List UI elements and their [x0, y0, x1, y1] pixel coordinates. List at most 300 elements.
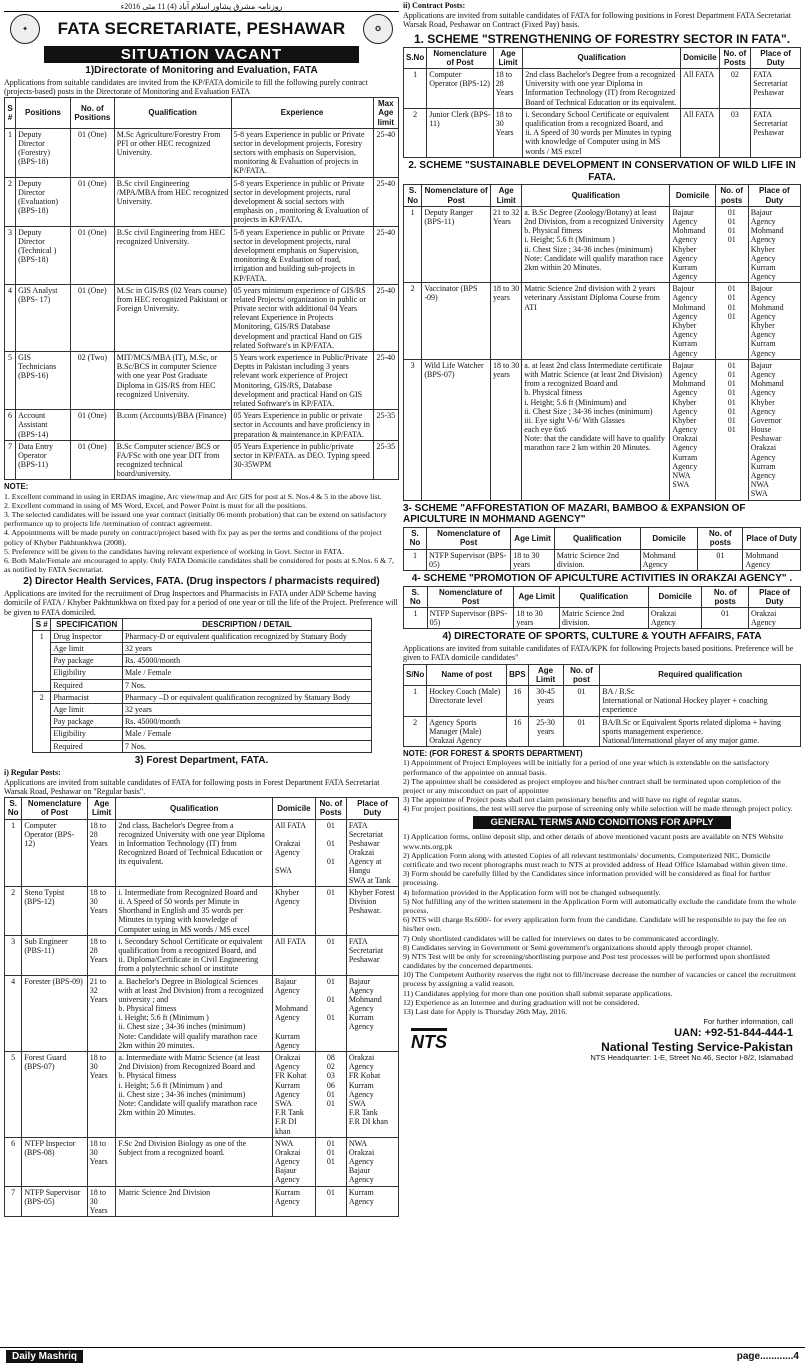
table-cell: 01 01 01 01	[715, 206, 748, 283]
table-cell: NWA Orakzai Agency Bajaur Agency	[346, 1137, 398, 1186]
table-cell: 01	[702, 608, 749, 629]
table-cell: B.Sc civil Engineering from HEC recognized University.	[114, 226, 231, 284]
column-header: Domicile	[648, 586, 701, 607]
column-header: Nomenclature of Post	[427, 586, 514, 607]
list-item: 6. Both Male/Female are encouraged to apply. Only FATA Domicile candidates shall be considered for posts at S.Nos. 6 & 7, as notified by FATA Secretariat.	[4, 555, 394, 575]
sec1-heading: 1)Directorate of Monitoring and Evaluation, FATA	[85, 65, 318, 76]
column-header: S. No	[404, 528, 427, 549]
table-cell: Drug Inspector	[51, 630, 123, 642]
column-header: Age Limit	[511, 528, 555, 549]
table-cell: a. B.Sc Degree (Zoology/Botany) at least 2nd Division, from a recognized University b. Physical fitness i. Height; 5.6 ft (Minimum ) ii. Chest Size ; 34-36 inches (minimum) Note: Candidate will qualify marathon race 2km within 20 Minutes.	[522, 206, 670, 283]
column-header: Place of Duty	[751, 47, 801, 68]
table-cell: All FATA	[273, 935, 316, 975]
table-cell: 01 01 01	[315, 819, 346, 886]
sec2-table	[32, 618, 372, 753]
list-item: 13) Last date for Apply is Thursday 26th May, 2016.	[403, 1007, 568, 1016]
table-cell: Orakzai Agency	[749, 608, 801, 629]
column-header: Nomenclature of Post	[427, 47, 494, 68]
column-header: No. of Posts	[315, 798, 346, 819]
column-header: No. of Positions	[70, 98, 114, 129]
table-cell: NTFP Supervisor (BPS-05)	[22, 1186, 87, 1217]
column-header: Positions	[16, 98, 71, 129]
column-header: Qualification	[116, 798, 273, 819]
table-row	[5, 284, 399, 351]
list-item: 9) NTS Test will be only for screening/shortlisting purpose and Post test processes will be performed upon shortlisted candidates by the concerned departments.	[403, 951, 770, 971]
table-cell: Bajaur Agency Mohmand Agency Khyber Agency Khyber Agency Orakzai Agency Kurram Agency NWA SWA	[670, 359, 715, 500]
list-item: 3) The appointee of Project posts shall not claim pensionary benefits and will have no right of regular status.	[403, 795, 742, 805]
scheme1-heading: 1. SCHEME "STRENGTHENING OF FORESTRY SECTOR IN FATA".	[413, 31, 791, 46]
nts-uan: UAN: +92-51-844-444-1	[674, 1027, 793, 1040]
table-cell: Computer Operator (BPS-12)	[22, 819, 87, 886]
right-column	[403, 0, 801, 1063]
table-cell: 01 (One)	[70, 410, 114, 441]
column-header: Place of Duty	[748, 185, 800, 206]
table-cell: 01 01 01 01	[715, 283, 748, 360]
table-cell: Required	[51, 679, 123, 691]
column-header: Qualification	[523, 47, 681, 68]
column-header: Qualification	[559, 586, 648, 607]
table-cell: 1	[33, 630, 51, 691]
column-header: Nomenclature of Post	[422, 185, 491, 206]
table-cell: 18 to 30 years	[514, 608, 559, 629]
table-cell: 25-40	[373, 226, 398, 284]
column-header: Place of Duty	[749, 586, 801, 607]
table-cell: Male / Female	[122, 667, 371, 679]
table-cell: 01 (One)	[70, 128, 114, 177]
nts-logo: NTS	[411, 1028, 447, 1053]
list-item: 4) For project positions, the test will serve the purpose of screening only while selection will be made through project policy.	[403, 804, 793, 814]
sec4-table	[403, 664, 801, 748]
table-cell: 1	[404, 206, 422, 283]
column-header: DESCRIPTION / DETAIL	[122, 618, 371, 630]
table-cell: NTFP Supervisor (BPS-05)	[426, 549, 510, 570]
top-strip: روزنامہ مشرق پشاور اسلام آباد (4) 11 مئی 2016ء	[4, 0, 399, 12]
list-item: 2. Excellent command in using of MS Word, Excel, and Power Point is must for all the positions.	[4, 500, 308, 510]
column-header: No. of posts	[702, 586, 749, 607]
table-cell: M.Sc in GIS/RS (02 Years course) from HEC recognized Pakistani or Foreign University.	[114, 284, 231, 351]
table-cell: 18 to 28 Years	[87, 819, 116, 886]
column-header: Age Limit	[493, 47, 522, 68]
table-row	[404, 69, 801, 109]
list-item: 5) Not fulfilling any of the written statement in the Application Form will automatically exclude the candidate from the whole process.	[403, 896, 796, 915]
list-item: 3. The selected candidates will be issued one year contract (initially 06 month probation) that can be extend on satisfactory performance up to projects life /termination of contract agreement.	[4, 510, 388, 529]
table-row	[5, 440, 399, 480]
table-cell: 1	[5, 819, 22, 886]
column-header: Place of Duty	[743, 528, 801, 549]
table-cell: 5-8 years Experience in public or Private sector in development projects, rural development & social sectors with emphasis on , monitoring & Evaluation of projects in KP/FATA.	[231, 177, 373, 226]
scheme2-heading: 2. SCHEME "SUSTAINABLE DEVELOPMENT IN CONSERVATION OF WILD LIFE IN FATA.	[408, 159, 796, 183]
table-cell: Eligibility	[51, 728, 123, 740]
table-cell: 6	[5, 1137, 22, 1186]
table-row	[5, 1186, 399, 1217]
column-header: Domicile	[681, 47, 719, 68]
table-cell: Kurram Agency	[346, 1186, 398, 1217]
paper-name: Daily Mashriq	[6, 1350, 83, 1364]
table-cell: 18 to 30 years	[490, 359, 521, 500]
sec1-table	[4, 97, 399, 480]
table-cell: MIT/MCS/MBA (IT), M.Sc, or B.Sc/BCS in computer Science with one year Post Graduate Diploma in GIS/RS from HEC recognized University.	[114, 352, 231, 410]
column-header: S. No	[404, 586, 428, 607]
scheme1-table	[403, 47, 801, 158]
table-row	[5, 975, 399, 1052]
table-cell: 5	[5, 352, 16, 410]
table-cell: B.Sc Computer science/ BCS or FA/FSc with one year DIT from recognized technical board/university.	[114, 440, 231, 480]
table-cell: 01 01 01	[315, 1137, 346, 1186]
table-cell: 25-35	[373, 440, 398, 480]
table-cell: 01	[698, 549, 743, 570]
sec3-intro: Applications are invited from suitable candidates of FATA for following posts in Forest Department FATA Secretariat Warsak Road, Peshawar on "Regular basis".	[4, 777, 380, 796]
table-cell: 01 01 01	[315, 975, 346, 1052]
table-row	[5, 128, 399, 177]
table-cell: Orakzai Agency FR Kohat Kurram Agency SWA F.R Tank F.R DI khan	[346, 1052, 398, 1138]
table-cell: 2	[33, 691, 51, 752]
terms	[403, 832, 801, 1016]
table-cell: F.Sc 2nd Division Biology as one of the Subject from a recognized board.	[116, 1137, 273, 1186]
column-header: Max Age limit	[373, 98, 398, 129]
column-header: Domicile	[640, 528, 698, 549]
table-cell: Bajaur Agency Mohmand Agency Khyber Agency Kurram Agency	[748, 206, 800, 283]
column-header: S/No	[404, 664, 427, 685]
notes1	[4, 482, 399, 574]
table-cell: Rs. 45000/month	[122, 655, 371, 667]
left-column	[4, 0, 399, 1217]
column-header: No. of posts	[715, 185, 748, 206]
scheme3-table	[403, 527, 801, 571]
table-cell: 3	[5, 226, 16, 284]
table-row	[404, 359, 801, 500]
column-header: Qualification	[554, 528, 640, 549]
table-cell: B.Sc civil Engineering /MPA/MBA from HEC recognized University.	[114, 177, 231, 226]
table-cell: Deputy Director (Evaluation) (BPS-18)	[16, 177, 71, 226]
table-cell: 18 to 30 Years	[493, 108, 522, 157]
table-cell: 5-8 years Experience in public or Private sector in development projects, Forestry sectors with emphasis on Supervision, monitoring & Evaluation of projects in KP/FATA.	[231, 128, 373, 177]
table-cell: a. Bachelor's Degree in Biological Sciences with at least 2nd Division) from a recognized university ; and b. Physical fitness i. Height; 5.6 ft (Minimum ) ii. Chest size ; 34-36 inches (minimum) Note: Candidate will qualify marathon race 2km within 20 minutes.	[116, 975, 273, 1052]
list-item: 3) Form should be carefully filled by the Candidates since information provided will be considered as final for further processing.	[403, 869, 771, 888]
table-row	[5, 177, 399, 226]
scheme4-heading: 4- SCHEME "PROMOTION OF APICULTURE ACTIVITIES IN ORAKZAI AGENCY" .	[411, 572, 793, 584]
table-cell: 01	[563, 716, 600, 747]
table-cell: 25-30 years	[528, 716, 563, 747]
table-cell: 5-8 years Experience in public or Private sector in development projects, rural development emphasis on Supervision, monitoring & Evaluation of road, irrigation and building sub-projects in KP/FATA.	[231, 226, 373, 284]
list-item: 11) Candidates applying for more than one position shall submit separate applications.	[403, 988, 673, 998]
notes2	[403, 749, 801, 813]
table-cell: 1	[404, 686, 427, 717]
table-cell: 2	[404, 716, 427, 747]
sec3-sub: i) Regular Posts:	[4, 767, 61, 777]
column-header: No. of posts	[698, 528, 743, 549]
table-cell: Bajour Agency Mohmand Agency Khyber Agency Kurram Agency	[748, 283, 800, 360]
table-cell: Required	[51, 740, 123, 752]
table-row	[33, 716, 372, 728]
table-row	[33, 630, 372, 642]
table-row	[33, 667, 372, 679]
column-header: S. No	[404, 185, 422, 206]
table-row	[404, 206, 801, 283]
column-header: Nomenclature of Post	[426, 528, 510, 549]
page-title: FATA SECRETARIATE, PESHAWAR	[57, 18, 346, 38]
table-row	[404, 608, 801, 629]
emblem-icon: ✪	[363, 14, 393, 44]
table-cell: BA/B.Sc or Equivalent Sports related diploma + having sports management experience. National/International player of any major game.	[600, 716, 801, 747]
column-header: Name of post	[427, 664, 507, 685]
table-cell: Steno Typist (BPS-12)	[22, 886, 87, 935]
table-cell: a. at least 2nd class Intermediate certificate with Matric Science (at least 2nd Division) from a recognized Board and b. Physical fitness i. Height; 5.6 ft (Minimum) and ii. Chest Size ; 34-36 inches (minimum) iii. Eye sight V-6/ With Glasses each eye 6x6 Note: that the candidate will have to qualify marathon race 2 km within 20 Minutes.	[522, 359, 670, 500]
table-cell: Forest Guard (BPS-07)	[22, 1052, 87, 1138]
table-cell: 03	[719, 108, 751, 157]
table-cell: Khyber Forest Division Peshawar.	[346, 886, 398, 935]
column-header: Age Limit	[528, 664, 563, 685]
table-cell: Matric Science 2nd division.	[559, 608, 648, 629]
column-header: No. of Posts	[719, 47, 751, 68]
table-cell: 18 to 30 years	[490, 283, 521, 360]
table-cell: Eligibility	[51, 667, 123, 679]
table-row	[33, 679, 372, 691]
table-cell: Pay package	[51, 655, 123, 667]
table-cell: B.com (Accounts)/BBA (Finance)	[114, 410, 231, 441]
table-cell: 18 to 30 Years	[87, 886, 116, 935]
table-cell: 1	[404, 608, 428, 629]
table-cell: 5	[5, 1052, 22, 1138]
column-header: Age Limit	[514, 586, 559, 607]
table-cell: Deputy Director (Technical ) (BPS-18)	[16, 226, 71, 284]
table-cell: Pharmacy –D or equivalent qualification recognized by Statuary Body	[122, 691, 371, 703]
sec3-table	[4, 797, 399, 1217]
table-cell: Bajaur Agency Mohmand Agency Kurram Agency	[346, 975, 398, 1052]
table-cell: Data Entry Operator (BPS-11)	[16, 440, 71, 480]
table-cell: All FATA Orakzai Agency SWA	[273, 819, 316, 886]
table-cell: All FATA	[681, 69, 719, 109]
table-cell: FATA Secretariat Peshawar	[751, 108, 801, 157]
column-header: Qualification	[522, 185, 670, 206]
table-cell: 4	[5, 284, 16, 351]
table-cell: Matric Science 2nd division with 2 years veterinary Assistant Diploma Course from ATI	[522, 283, 670, 360]
table-cell: 5 Years work experience in Public/Private Deptts in Pakistan including 3 years relevant work experience of Project Monitoring, GIS/RS, Database development and practical Hand on GIS related Software's in KP/FATA.	[231, 352, 373, 410]
table-cell: a. Intermediate with Matric Science (at least 2nd Division) from Recognized Board and b. Physical fitness i. Height; 5.6 ft (Minimum ) and ii. Chest size ; 34-36 inches (minimum) Note: Candidate will qualify marathon race 2km within 20 Minutes.	[116, 1052, 273, 1138]
table-cell: Bajaur Agency Mohmand Agency Khyber Agency Governor House Peshawar Orakzai Agency Kurram Agency NWA SWA	[748, 359, 800, 500]
table-cell: 2	[5, 886, 22, 935]
table-cell: 18 to 30 Years	[87, 1052, 116, 1138]
table-cell: 02 (Two)	[70, 352, 114, 410]
table-row	[33, 643, 372, 655]
table-cell: Computer Operator (BPS-12)	[427, 69, 494, 109]
table-cell: All FATA	[681, 108, 719, 157]
table-cell: Account Assistant (BPS-14)	[16, 410, 71, 441]
table-cell: 21 to 32 Years	[87, 975, 116, 1052]
table-row	[404, 549, 801, 570]
table-cell: FATA Secretariat Peshawar Orakzai Agency at Hangu SWA at Tank	[346, 819, 398, 886]
table-cell: Vaccinator (BPS -09)	[422, 283, 491, 360]
table-cell: 7 Nos.	[122, 679, 371, 691]
table-cell: 02	[719, 69, 751, 109]
table-cell: 01 (One)	[70, 284, 114, 351]
column-header: Qualification	[114, 98, 231, 129]
table-row	[5, 352, 399, 410]
table-row	[33, 740, 372, 752]
scheme3-heading: 3- SCHEME "AFFORESTATION OF MAZARI, BAMBOO & EXPANSION OF APICULTURE IN MOHMAND AGENCY"	[403, 502, 746, 526]
table-row	[5, 886, 399, 935]
table-cell: Bajaur Agency Mohmand Agency Kurram Agency	[273, 975, 316, 1052]
table-row	[404, 686, 801, 717]
list-item: 2) The appointee shall be considered as project employee and his/her contract shall be terminated upon completion of the project or any misconduct on part of appointee	[403, 776, 781, 795]
table-cell: 01	[315, 886, 346, 935]
table-cell: Orakzai Agency	[648, 608, 701, 629]
table-cell: 01 01 01 01 01 01 01 01	[715, 359, 748, 500]
column-header: S.No	[404, 47, 427, 68]
table-cell: Age limit	[51, 643, 123, 655]
table-cell: Hockey Coach (Male) Directorate level	[427, 686, 507, 717]
table-row	[5, 1052, 399, 1138]
table-cell: Pay package	[51, 716, 123, 728]
table-cell: 1	[404, 549, 427, 570]
list-item: 12) Experience as an Internee and during graduation will not be considered.	[403, 997, 640, 1007]
table-cell: NTFP Inspector (BPS-08)	[22, 1137, 87, 1186]
table-cell: Mohmand Agency	[743, 549, 801, 570]
table-cell: 01	[315, 1186, 346, 1217]
table-cell: 32 years	[122, 704, 371, 716]
table-cell: 7	[5, 1186, 22, 1217]
table-cell: 01	[563, 686, 600, 717]
table-cell: 1	[5, 128, 16, 177]
scheme4-table	[403, 586, 801, 630]
fata-seal-icon: ✦	[10, 14, 40, 44]
table-cell: Male / Female	[122, 728, 371, 740]
nts-block	[403, 1018, 801, 1063]
table-cell: 18 to 30 Years	[87, 1137, 116, 1186]
table-cell: Bajaur Agency Mohmand Agency Khyber Agency Kurram Agency	[670, 206, 715, 283]
situation-vacant-banner: SITUATION VACANT	[44, 46, 359, 63]
table-cell: GIS Technicians (BPS-16)	[16, 352, 71, 410]
table-cell: 25-40	[373, 128, 398, 177]
list-item: 1. Excellent command in using in ERDAS imagine, Arc view/map and Arc GIS for post at S. Nos.4 & 5 in the above list.	[4, 491, 382, 501]
list-item: 5. Preference will be given to the candidates having relevant experience of working in Govt. Sector in FATA.	[4, 546, 345, 556]
table-cell: 16	[507, 716, 528, 747]
table-cell: 32 years	[122, 643, 371, 655]
table-cell: 05 Years Experience in public or private sector in Accounts and have proficiency in preparation & maintenance.in KP/FATA.	[231, 410, 373, 441]
column-header: S. No	[5, 798, 22, 819]
table-cell: 1	[404, 69, 427, 109]
scheme2-table	[403, 184, 801, 500]
list-item: 4. Appointments will be made purely on contract/project based with fix pay as per the terms and conditions of the project policy of Khyber Pakhtunkhwa (2008).	[4, 528, 382, 547]
table-cell: 18 to 30 years	[511, 549, 555, 570]
sec2-heading: 2) Director Health Services, FATA. (Drug inspectors / pharmacists required)	[23, 576, 380, 588]
notes2-heading: NOTE: (FOR FOREST & SPORTS DEPARTMENT)	[403, 749, 583, 759]
table-cell: 18 to 28 Years	[493, 69, 522, 109]
table-cell: i. Secondary School Certificate or equivalent qualification from a recognized Board, and ii. A Speed of 30 words per Minutes in typing with knowledge of Computer using in MS words / MS excel	[523, 108, 681, 157]
sec1-intro: Applications from suitable candidates are invited from the KP/FATA domicile to fill the following purely contract (projects-based) posts in the Directorate of Monitoring and Evaluation FATA	[4, 77, 368, 96]
table-cell: 2nd class, Bachelor's Degree from a recognized University with one year Diploma in Information Technology (IT) from Recognized Board of Technical Education or its equivalent.	[116, 819, 273, 886]
table-cell: 25-40	[373, 177, 398, 226]
table-cell: 4	[5, 975, 22, 1052]
table-cell: 16	[507, 686, 528, 717]
table-cell: Orakzai Agency FR Kohat Kurram Agency SWA F.R Tank F.R DI khan	[273, 1052, 316, 1138]
table-cell: Pharmacy-D or equivalent qualification recognized by Statuary Body	[122, 630, 371, 642]
table-cell: Deputy Director (Forestry) (BPS-18)	[16, 128, 71, 177]
table-cell: NTFP Supervisor (BPS-05)	[427, 608, 514, 629]
table-cell: FATA Secretariat Peshawar	[346, 935, 398, 975]
table-cell: GIS Analyst (BPS- 17)	[16, 284, 71, 351]
table-cell: 18 to 30 Years	[87, 1186, 116, 1217]
sec4-heading: 4) DIRECTORATE OF SPORTS, CULTURE & YOUTH AFFAIRS, FATA	[442, 631, 762, 643]
column-header: Age Limit	[490, 185, 521, 206]
column-header: S #	[33, 618, 51, 630]
table-cell: Deputy Ranger (BPS-11)	[422, 206, 491, 283]
table-row	[5, 410, 399, 441]
footer-bar	[0, 1347, 805, 1365]
table-row	[5, 935, 399, 975]
table-cell: Matric Science 2nd Division	[116, 1186, 273, 1217]
list-item: 7) Only shortlisted candidates will be called for interviews on dates to be communicated accordingly.	[403, 933, 719, 943]
table-cell: 2	[5, 177, 16, 226]
table-row	[5, 1137, 399, 1186]
column-header: Nomenclature of Post	[22, 798, 87, 819]
table-cell: 7 Nos.	[122, 740, 371, 752]
table-row	[404, 108, 801, 157]
table-row	[33, 728, 372, 740]
table-cell: 21 to 32 Years	[490, 206, 521, 283]
contract-intro: Applications are invited from suitable candidates of FATA for following positions in Forest Department FATA Secretariat Warsak Road, Peshawar on Contract (Fixed Pay) basis.	[403, 11, 791, 30]
column-header: Place of Duty	[346, 798, 398, 819]
table-cell: 25-35	[373, 410, 398, 441]
list-item: 2) Application Form along with attested Copies of all relevant testimonials/ documents, Computerized NIC, Domicile certificate and two recent photographs must reach to NTS at provided address of Head Office Islamabad within given time.	[403, 850, 788, 869]
table-cell: Agency Sports Manager (Male) Orakzai Agency	[427, 716, 507, 747]
table-cell: Khyber Agency	[273, 886, 316, 935]
list-item: 10) The Competent Authority reserves the right not to fill/increase decrease the number of vacancies or cancel the recruitment process by assigning a valid reason.	[403, 970, 797, 989]
table-cell: i. Secondary School Certificate or equivalent qualification from a recognized Board, and ii. Diploma/Certificate in Civil Engineering from a polytechnic school or institute	[116, 935, 273, 975]
table-cell: 01 (One)	[70, 177, 114, 226]
table-row	[33, 691, 372, 703]
table-cell: 01	[315, 935, 346, 975]
table-cell: 2nd class Bachelor's Degree from a recognized University with one year Diploma in Information Technology (IT) from Recognized Board of Technical Education or its equivalent.	[523, 69, 681, 109]
column-header: S #	[5, 98, 16, 129]
table-cell: 3	[5, 935, 22, 975]
table-cell: Junior Clerk (BPS-11)	[427, 108, 494, 157]
header	[4, 12, 399, 46]
table-cell: FATA Secretariat Peshawar	[751, 69, 801, 109]
column-header: SPECIFICATION	[51, 618, 123, 630]
table-cell: 25-40	[373, 352, 398, 410]
column-header: Domicile	[273, 798, 316, 819]
table-cell: Bajour Agency Mohmand Agency Khyber Agency Kurram Agency	[670, 283, 715, 360]
list-item: 6) NTS will charge Rs.600/- for every application form from the candidate. Candidate will be responsible to pay the fee on his/her own.	[403, 915, 787, 934]
table-cell: 01 (One)	[70, 440, 114, 480]
nts-org: National Testing Service-Pakistan	[601, 1040, 793, 1054]
table-cell: 7	[5, 440, 16, 480]
page-number: page............4	[736, 1350, 799, 1362]
nts-address: NTS Headquarter: 1-E, Street No.46, Sector I-8/2, Islamabad	[590, 1053, 793, 1063]
sec3-heading: 3) Forest Department, FATA.	[134, 754, 269, 766]
column-header: No. of post	[563, 664, 600, 685]
table-cell: 2	[404, 283, 422, 360]
table-cell: 08 02 03 06 01 01	[315, 1052, 346, 1138]
column-header: Domicile	[670, 185, 715, 206]
list-item: 1) Application forms, online deposit slip, and other details of above mentioned vacant posts are available on NTS Website www.nts.org.pk	[403, 832, 784, 851]
column-header: Required qualification	[600, 664, 801, 685]
table-cell: Wild Life Watcher (BPS-07)	[422, 359, 491, 500]
table-cell: NWA Orakzai Agency Bajaur Agency	[273, 1137, 316, 1186]
list-item: 1) Appointment of Project Employees will be initially for a period of one year which is extendable on the satisfactory performance of the appointee on annual basis.	[403, 758, 770, 777]
list-item: 8) Candidates serving in Government or Semi government's organizations should apply through proper channel.	[403, 942, 753, 952]
table-cell: Rs. 45000/month	[122, 716, 371, 728]
table-cell: Age limit	[51, 704, 123, 716]
table-row	[404, 283, 801, 360]
table-cell: 25-40	[373, 284, 398, 351]
table-cell: 01 (One)	[70, 226, 114, 284]
table-row	[5, 226, 399, 284]
table-cell: M.Sc Agriculture/Forestry From PFI or other HEC recognized University.	[114, 128, 231, 177]
table-cell: 05 Years Experience in public/private sector in KP/FATA. as DEO. Typing speed 30-35WPM	[231, 440, 373, 480]
column-header: Age Limit	[87, 798, 116, 819]
table-cell: Sub Engineer (PBS-11)	[22, 935, 87, 975]
